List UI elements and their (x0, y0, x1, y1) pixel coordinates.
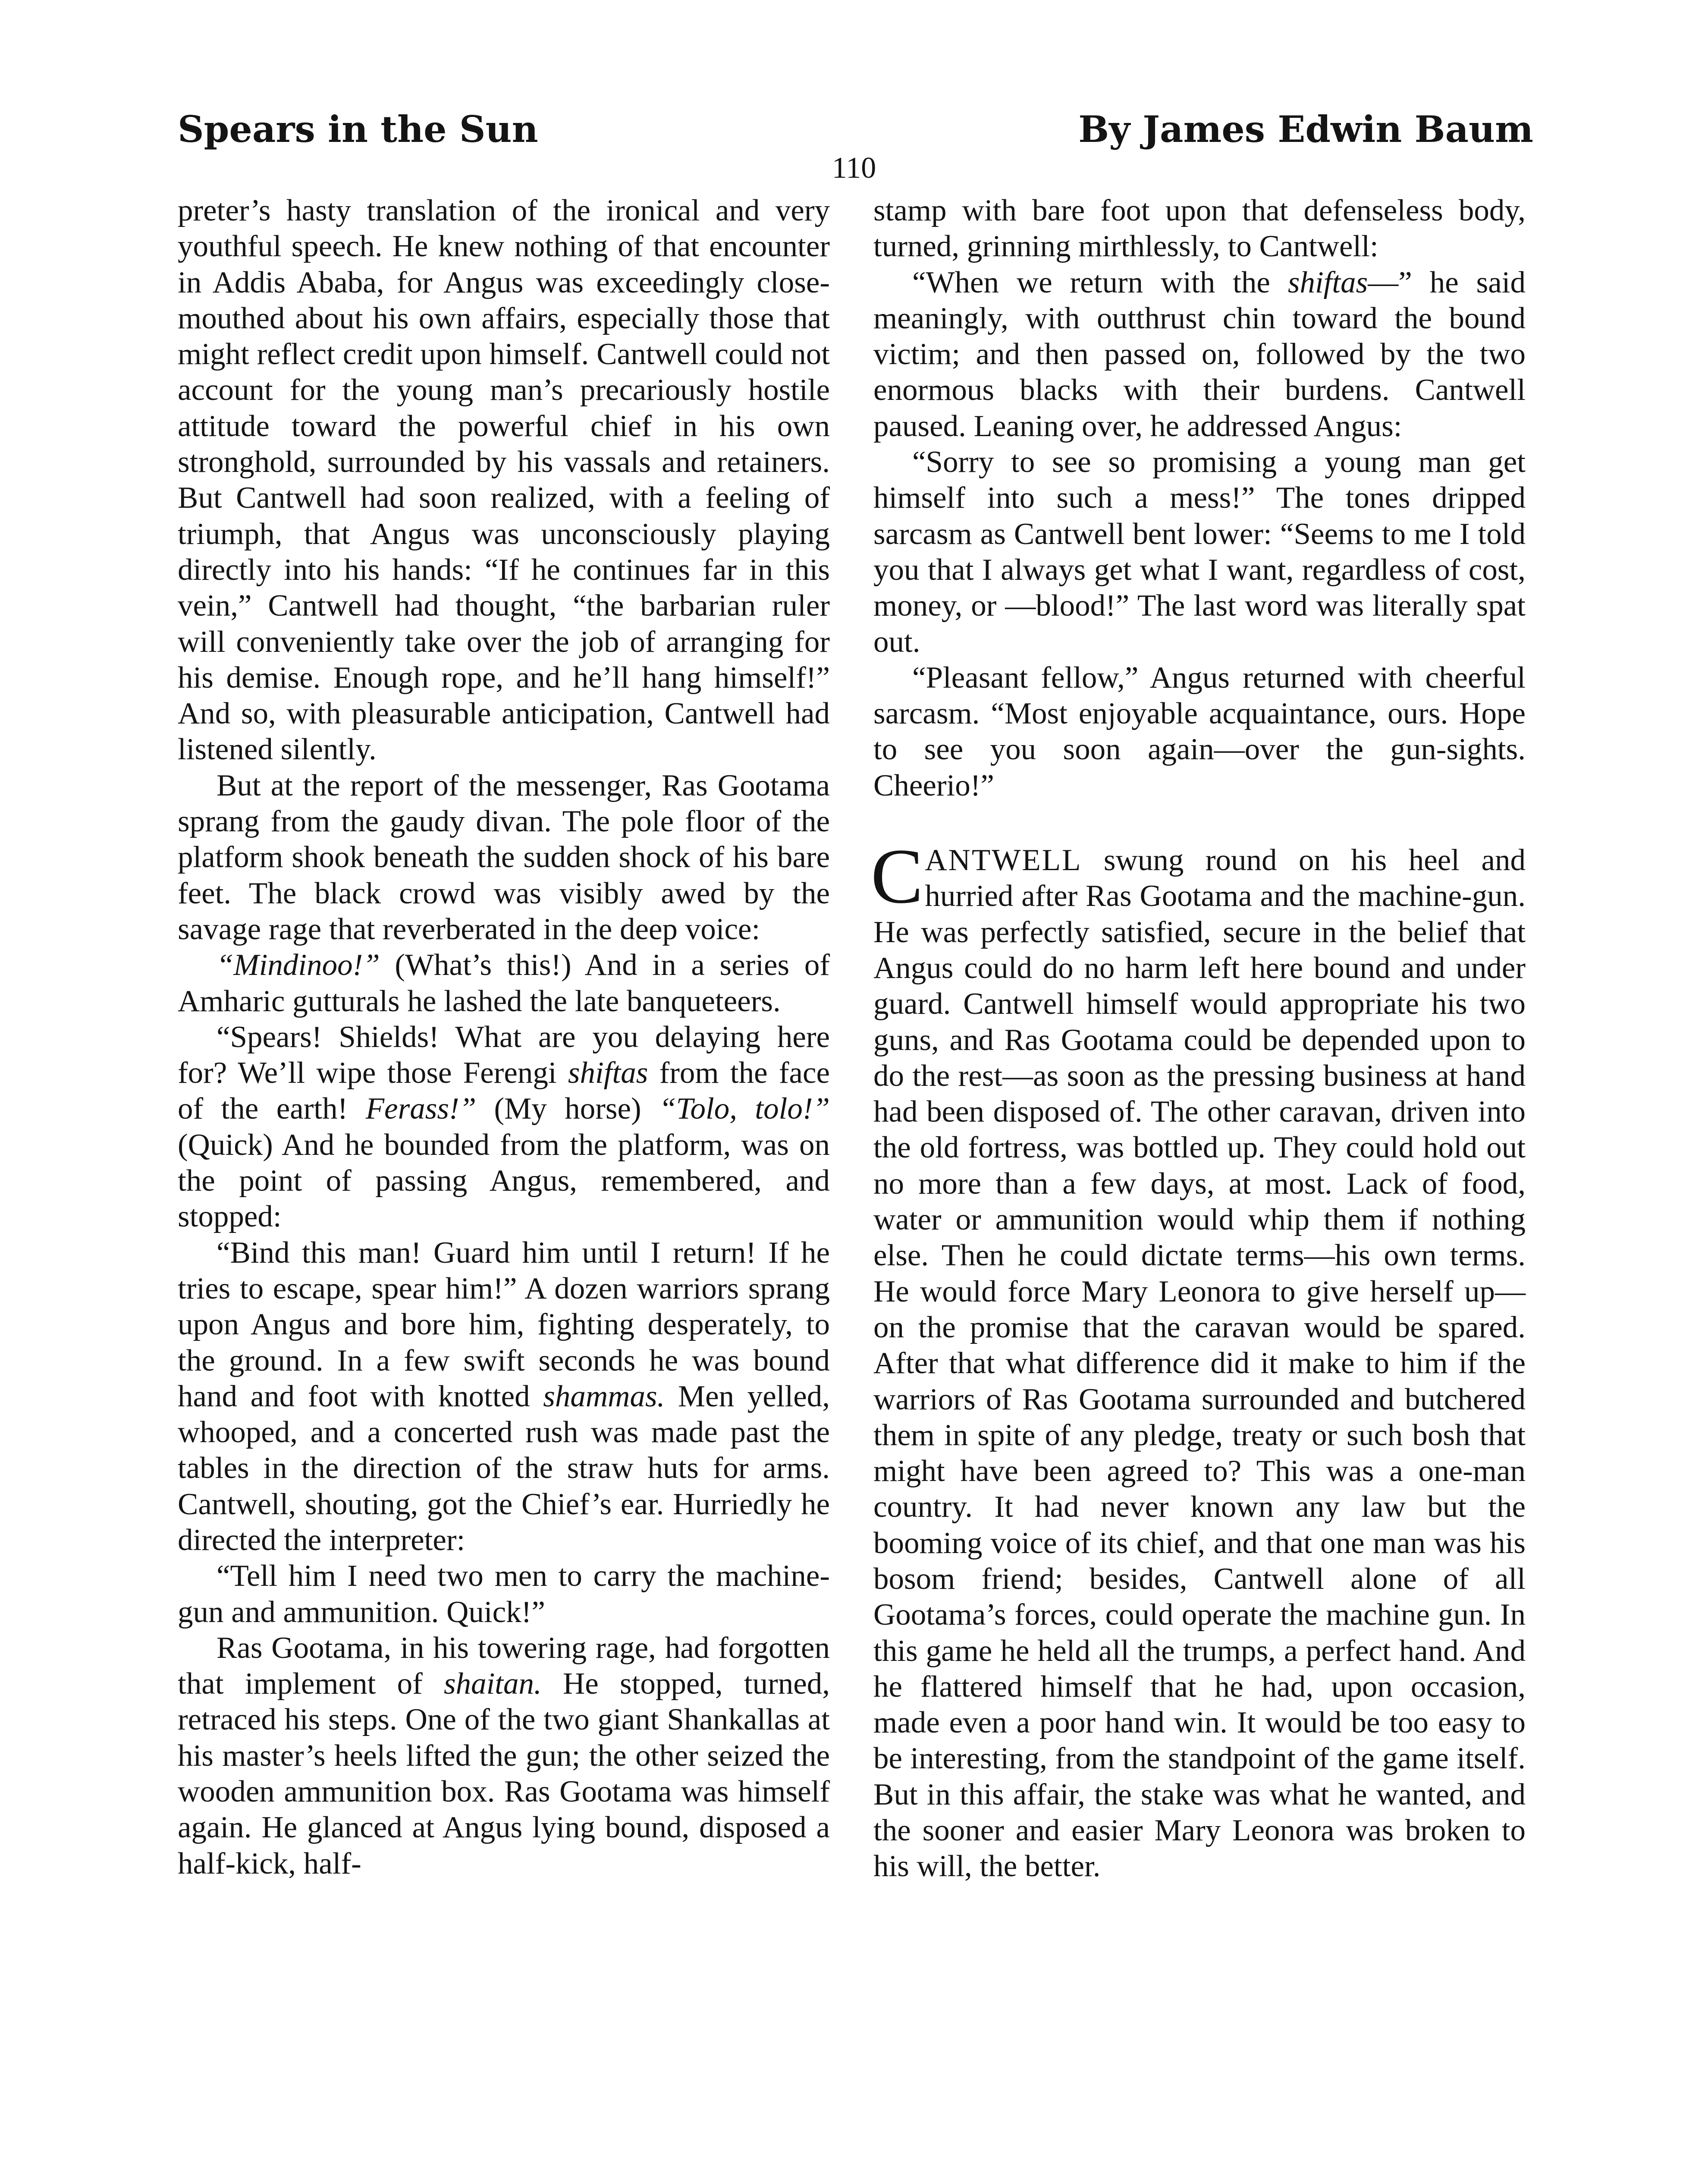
paragraph: “Tell him I need two men to carry the machine-gun and ammunition. Quick!” (178, 1559, 830, 1629)
text-run: Men yelled, whooped, and a concerted rush was made past the tables in the direction of the straw huts for arms. Cantwell, shouting, got the Chief’s ear. Hurriedly he directed the interpreter: (178, 1379, 830, 1557)
text-run: —” he said meaningly, with outthrust chin toward the bound victim; and then passed on, followed by the two enormous blacks with their burdens. Cantwell paused. Leaning over, he addressed Angus: (873, 265, 1526, 443)
paragraph: preter’s hasty translation of the ironical and very youthful speech. He knew nothing of that encounter in Addis Ababa, for Angus was exceedingly close-mouthed about his own affairs, especially those that might reflect credit upon himself. Cantwell could not account for the young man’s precariously hostile attitude toward the powerful chief in his own stronghold, surrounded by his vassals and retainers. But Cantwell had soon realized, with a feeling of triumph, that Angus was unconsciously playing directly into his hands: “If he continues far in this vein,” Cantwell had thought, “the barbarian ruler will conveniently take over the job of arranging for his demise. Enough rope, and he’ll hang himself!” And so, with pleasurable anticipation, Cantwell had listened silently. (178, 194, 830, 767)
text-run: “When we return with the (912, 265, 1288, 299)
italic-text: Ferass!” (365, 1092, 477, 1126)
page-number: 110 (832, 151, 876, 185)
section-break (873, 804, 1526, 843)
left-column (178, 193, 830, 1882)
italic-text: shammas. (543, 1379, 665, 1413)
text-run: (What’s this!) And in a series of Amharic gutturals he lashed the late banqueteers. (178, 948, 830, 1018)
text-run: from the face of the earth! (178, 1056, 830, 1126)
paragraph: “Pleasant fellow,” Angus returned with cheerful sarcasm. “Most enjoyable acquaintance, ours. Hope to see you soon again—over the gun-sights. Cheerio!” (873, 660, 1526, 802)
paragraph: But at the report of the messenger, Ras Gootama sprang from the gaudy divan. The pole floor of the platform shook beneath the sudden shock of his bare feet. The black crowd was visibly awed by the savage rage that reverberated in the deep voice: (178, 768, 830, 946)
text-run: swung round on his heel and hurried after Ras Gootama and the machine-gun. He was perfectly satisfied, secure in the belief that Angus could do no harm left here bound and under guard. Cantwell himself would appropriate his two guns, and Ras Gootama could be depended upon to do the rest—as soon as the pressing business at hand had been disposed of. The other caravan, driven into the old fortress, was bottled up. They could hold out no more than a few days, at most. Lack of food, water or ammunition would whip them if nothing else. Then he could dictate terms—his own terms. He would force Mary Leonora to give herself up—on the promise that the caravan would be spared. After that what difference did it make to him if the warriors of Ras Gootama surrounded and butchered them in spite of any pledge, treaty or such bosh that might have been agreed to? This was a one-man country. It had never known any law but the booming voice of its chief, and that one man was his bosom friend; besides, Cantwell alone of all Gootama’s forces, could operate the machine gun. In this game he held all the trumps, a perfect hand. And he flattered himself that he had, upon occasion, made even a poor hand win. It would be too easy to be interesting, from the standpoint of the game itself. But in this affair, the stake was what he wanted, and the sooner and easier Mary Leonora was broken to his will, the better. (873, 843, 1526, 1883)
paragraph: “Sorry to see so promising a young man get himself into such a mess!” The tones dripped sarcasm as Cantwell bent lower: “Seems to me I told you that I always get what I want, regardless of cost, money, or —blood!” The last word was literally spat out. (873, 445, 1526, 659)
italic-text: shiftas (568, 1056, 648, 1090)
running-author: By James Edwin Baum (1078, 108, 1533, 151)
text-run: He stopped, turned, retraced his steps. One of the two giant Shankallas at his master’s heels lifted the gun; the other seized the wooden ammunition box. Ras Gootama was himself again. He glanced at Angus lying bound, disposed a half-kick, half- (178, 1667, 830, 1880)
small-caps-word: ANTWELL (925, 843, 1082, 877)
text-run: (My horse) (476, 1092, 659, 1126)
text-run: Ras Gootama, in his towering rage, had forgotten that implement of (178, 1631, 830, 1701)
section-opening-paragraph (871, 833, 1526, 1885)
italic-text: “Mindinoo!” (217, 948, 380, 982)
paragraph (178, 1019, 830, 1235)
drop-cap: C (871, 833, 923, 920)
italic-text: “Tolo, tolo!” (659, 1092, 830, 1126)
italic-text: shiftas (1287, 265, 1368, 299)
paragraph (178, 1235, 830, 1559)
paragraph (873, 265, 1526, 444)
italic-text: shaitan. (443, 1667, 542, 1701)
running-title: Spears in the Sun (178, 108, 538, 151)
paragraph (178, 1630, 830, 1882)
paragraph (178, 947, 830, 1019)
text-run: “Bind this man! Guard him until I return! If he tries to escape, spear him!” A dozen warriors sprang upon Angus and bore him, fighting desperately, to the ground. In a few swift seconds he was bound hand and foot with knotted (178, 1236, 830, 1413)
text-run: “Spears! Shields! What are you delaying here for? We’ll wipe those Ferengi (178, 1020, 830, 1090)
text-run: (Quick) And he bounded from the platform, was on the point of passing Angus, remembered, and stopped: (178, 1128, 830, 1234)
right-column (873, 193, 1526, 1885)
paragraph: stamp with bare foot upon that defenseless body, turned, grinning mirthlessly, to Cantwell: (873, 194, 1526, 264)
